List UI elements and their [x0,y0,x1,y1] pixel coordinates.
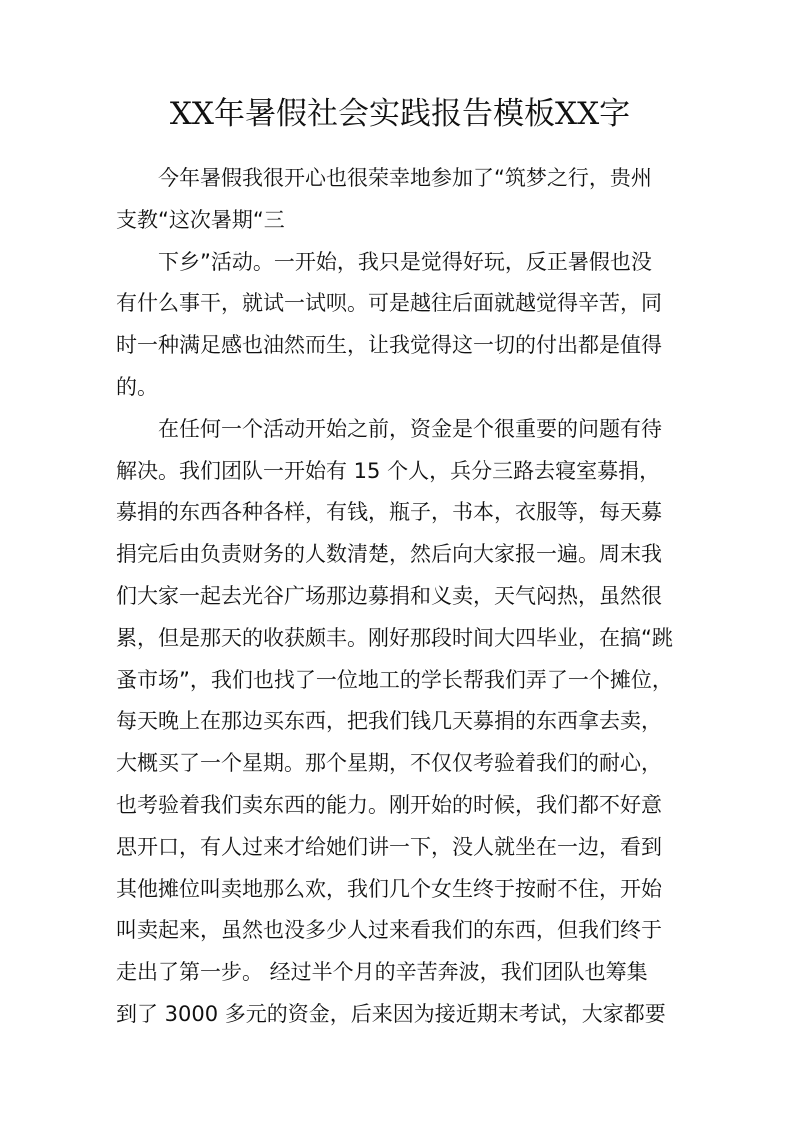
paragraph-3-line-3: 募捐的东西各种各样，有钱，瓶子，书本，衣服等，每天募 [116,500,662,525]
paragraph-3-line-6: 累，但是那天的收获颇丰。刚好那段时间大四毕业，在搞“跳 [116,625,673,650]
paragraph-3-line-2: 解决。我们团队一开始有 15 个人，兵分三路去寝室募捐， [116,458,661,483]
paragraph-1 [116,158,686,242]
paragraph-3 [116,409,686,1036]
paragraph-2-line-1: 下乡”活动。一开始，我只是觉得好玩，反正暑假也没 [158,249,652,274]
document-title: XX年暑假社会实践报告模板XX字 [169,96,631,132]
paragraph-3-line-5: 们大家一起去光谷广场那边募捐和义卖，天气闷热，虽然很 [116,583,662,608]
paragraph-3-line-4: 捐完后由负责财务的人数清楚，然后向大家报一遍。周末我 [116,542,662,567]
paragraph-3-line-15: 到了 3000 多元的资金，后来因为接近期末考试，大家都要 [116,1001,666,1026]
paragraph-3-line-14: 走出了第一步。 经过半个月的辛苦奔波，我们团队也筹集 [116,960,648,985]
document-body [116,158,686,1036]
paragraph-3-line-1: 在任何一个活动开始之前，资金是个很重要的问题有待 [158,416,662,441]
paragraph-2 [116,242,686,409]
paragraph-3-line-12: 其他摊位叫卖地那么欢，我们几个女生终于按耐不住，开始 [116,876,662,901]
paragraph-2-line-4: 的。 [116,374,158,399]
paragraph-3-line-13: 叫卖起来，虽然也没多少人过来看我们的东西，但我们终于 [116,918,662,943]
paragraph-3-line-9: 大概买了一个星期。那个星期，不仅仅考验着我们的耐心， [116,751,662,776]
paragraph-3-line-7: 蚤市场”，我们也找了一位地工的学长帮我们弄了一个摊位， [116,667,673,692]
paragraph-1-line-1: 今年暑假我很开心也很荣幸地参加了“筑梦之行，贵州 [158,166,652,190]
paragraph-3-line-11: 思开口，有人过来才给她们讲一下，没人就坐在一边，看到 [116,834,662,859]
paragraph-2-line-3: 时一种满足感也油然而生，让我觉得这一切的付出都是值得 [116,333,662,358]
paragraph-1-line-2: 支教“这次暑期“三 [116,207,285,232]
paragraph-3-line-10: 也考验着我们卖东西的能力。刚开始的时候，我们都不好意 [116,792,662,817]
paragraph-2-line-2: 有什么事干，就试一试呗。可是越往后面就越觉得辛苦，同 [116,291,662,316]
paragraph-3-line-8: 每天晚上在那边买东西，把我们钱几天募捐的东西拿去卖， [116,709,662,734]
